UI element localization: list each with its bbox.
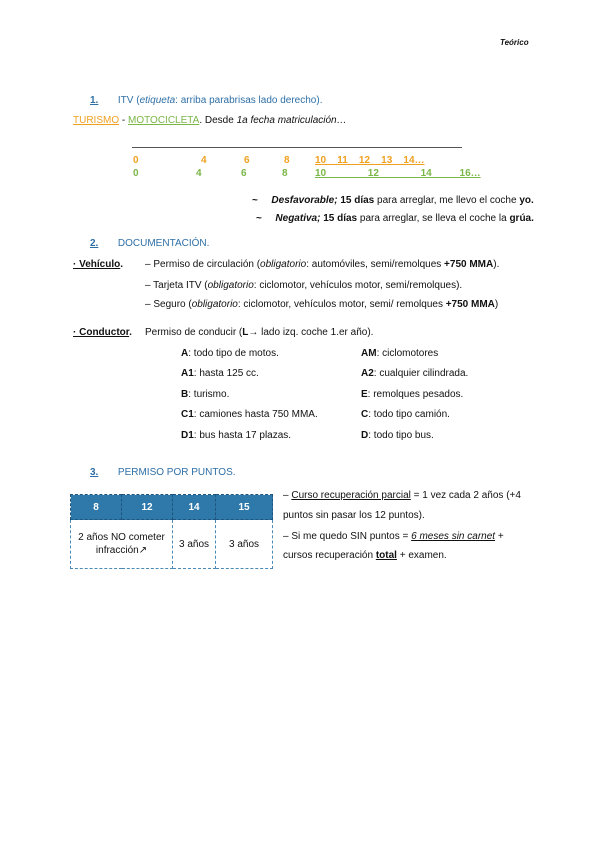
permiso-desc: : remolques pesados. [367, 389, 464, 400]
permiso-item [361, 389, 463, 400]
note-text: – Si me quedo SIN puntos = [283, 531, 412, 542]
item-text: – Permiso de circulación ( [145, 259, 261, 270]
timeline-orange-8: 8 [284, 155, 290, 166]
note-underlined: 6 meses sin carnet [411, 531, 496, 542]
timeline-orange-0: 0 [133, 155, 139, 166]
timeline-green-range: 10 12 14 16… [315, 168, 481, 179]
permiso-item [181, 430, 291, 441]
note-curso-parcial [283, 490, 521, 501]
text: Permiso de conducir ( [145, 327, 243, 338]
permiso-key: B [181, 389, 189, 400]
item-text: : automóviles, semi/remolques [306, 259, 445, 270]
note-sin-puntos [283, 531, 504, 542]
permiso-desc: : ciclomotores [376, 348, 439, 359]
permiso-desc: : camiones hasta 750 MMA. [193, 409, 318, 420]
note-text: = 1 vez cada 2 años (+4 [410, 490, 521, 501]
left-arrow-label: L→ [242, 327, 259, 338]
etiqueta-text: : arriba parabrisas lado derecho). [175, 95, 323, 106]
item-italic: obligatorio [207, 280, 254, 291]
fecha-text: 1a fecha matriculación… [236, 115, 347, 126]
desfavorable-line [252, 195, 534, 206]
negativa-line [256, 213, 534, 224]
points-table [70, 494, 273, 569]
permiso-key: C1 [181, 409, 194, 420]
section-number: 2. [90, 238, 99, 249]
section-title: PERMISO POR PUNTOS. [117, 467, 236, 478]
dash: - [119, 115, 128, 126]
conductor-text [145, 327, 373, 338]
section-3-heading [90, 467, 236, 478]
permiso-key: AM [361, 348, 377, 359]
vehiculo-title: · Vehículo [73, 259, 121, 270]
vehiculo-item [145, 299, 498, 310]
table-cell: 3 años [173, 520, 216, 569]
item-italic: obligatorio [260, 259, 307, 270]
permiso-item [181, 368, 259, 379]
item-text: – Seguro ( [145, 299, 192, 310]
dot: . [120, 259, 124, 270]
permiso-desc: : todo tipo camión. [368, 409, 450, 420]
section-1-heading [90, 95, 322, 106]
permiso-desc: : todo tipo de motos. [188, 348, 279, 359]
permiso-item [181, 389, 229, 400]
paren: ( [133, 95, 140, 106]
timeline-green-4: 4 [196, 168, 202, 179]
table-cell: 2 años NO cometer infracción↗ [71, 520, 173, 569]
moto-label: MOTOCICLETA [128, 115, 200, 126]
timeline-orange-range: 10 11 12 13 14… [315, 155, 425, 166]
table-header-cell: 14 [173, 495, 216, 520]
permiso-key: D [361, 430, 369, 441]
permiso-item [361, 430, 434, 441]
permiso-item [361, 368, 468, 379]
section-2-heading [90, 238, 209, 249]
permiso-desc: : bus hasta 17 plazas. [193, 430, 292, 441]
dash: – [283, 490, 292, 501]
timeline-green-6: 6 [241, 168, 247, 179]
permiso-desc: : hasta 125 cc. [193, 368, 259, 379]
desfavorable-end: yo. [519, 195, 534, 206]
desfavorable-title: Desfavorable; [271, 195, 338, 206]
timeline-green-8: 8 [282, 168, 288, 179]
note-underlined: total [375, 550, 397, 561]
vehicle-types-line [73, 115, 347, 126]
item-text: – Tarjeta ITV ( [145, 280, 208, 291]
conductor-label [73, 327, 132, 338]
table-row [71, 520, 273, 569]
table-header-cell: 8 [71, 495, 122, 520]
turismo-label: TURISMO [73, 115, 120, 126]
note-curso-parcial-line2: puntos sin pasar los 12 puntos). [283, 510, 425, 521]
permiso-desc: : todo tipo bus. [368, 430, 434, 441]
permiso-key: C [361, 409, 369, 420]
permiso-item [361, 348, 438, 359]
note-text: + examen. [396, 550, 447, 561]
table-header-cell: 15 [216, 495, 273, 520]
vehiculo-item [145, 259, 499, 270]
etiqueta-label: etiqueta [139, 95, 176, 106]
text: lado izq. coche 1.er año). [258, 327, 374, 338]
dias: 15 días [337, 195, 375, 206]
permiso-desc: : cualquier cilindrada. [373, 368, 469, 379]
desfavorable-text: para arreglar, me llevo el coche [374, 195, 520, 206]
desde-text: . Desde [199, 115, 237, 126]
permiso-desc: : turismo. [188, 389, 230, 400]
table-header-row [71, 495, 273, 520]
header-label: Teórico [500, 38, 529, 47]
item-italic: obligatorio [191, 299, 238, 310]
negativa-title: Negativa; [275, 213, 321, 224]
item-end: ). [493, 259, 500, 270]
permiso-key: A2 [361, 368, 374, 379]
section-number: 1. [90, 95, 99, 106]
permiso-key: E [361, 389, 368, 400]
item-text: : ciclomotor, vehículos motor, semi/remolques). [253, 280, 463, 291]
item-bold: +750 MMA [445, 299, 495, 310]
vehiculo-item [145, 280, 462, 291]
item-text: : ciclomotor, vehículos motor, semi/ remolques [237, 299, 446, 310]
timeline-green-0: 0 [133, 168, 139, 179]
item-end: ) [494, 299, 499, 310]
permiso-item [181, 348, 279, 359]
permiso-item [181, 409, 318, 420]
conductor-title: · Conductor [73, 327, 130, 338]
permiso-key: A [181, 348, 189, 359]
table-cell: 3 años [216, 520, 273, 569]
section-number: 3. [90, 467, 99, 478]
timeline-orange-4: 4 [201, 155, 207, 166]
note-text: + [495, 531, 504, 542]
timeline-orange-6: 6 [244, 155, 250, 166]
section-title: DOCUMENTACIÓN. [117, 238, 210, 249]
note-underlined: Curso recuperación parcial [291, 490, 411, 501]
tilde-bullet: ~ [256, 213, 262, 224]
permiso-item [361, 409, 450, 420]
negativa-end: grúa. [509, 213, 534, 224]
item-bold: +750 MMA [444, 259, 494, 270]
vehiculo-label [73, 259, 123, 270]
tilde-bullet: ~ [252, 195, 258, 206]
dot: . [129, 327, 132, 338]
timeline-divider [132, 147, 462, 148]
table-header-cell: 12 [122, 495, 173, 520]
negativa-text: para arreglar, se lleva el coche la [357, 213, 510, 224]
permiso-key: D1 [181, 430, 194, 441]
dias: 15 días [320, 213, 358, 224]
section-title: ITV [117, 95, 134, 106]
note-text: cursos recuperación [283, 550, 376, 561]
note-sin-puntos-line2 [283, 550, 447, 561]
permiso-key: A1 [181, 368, 194, 379]
